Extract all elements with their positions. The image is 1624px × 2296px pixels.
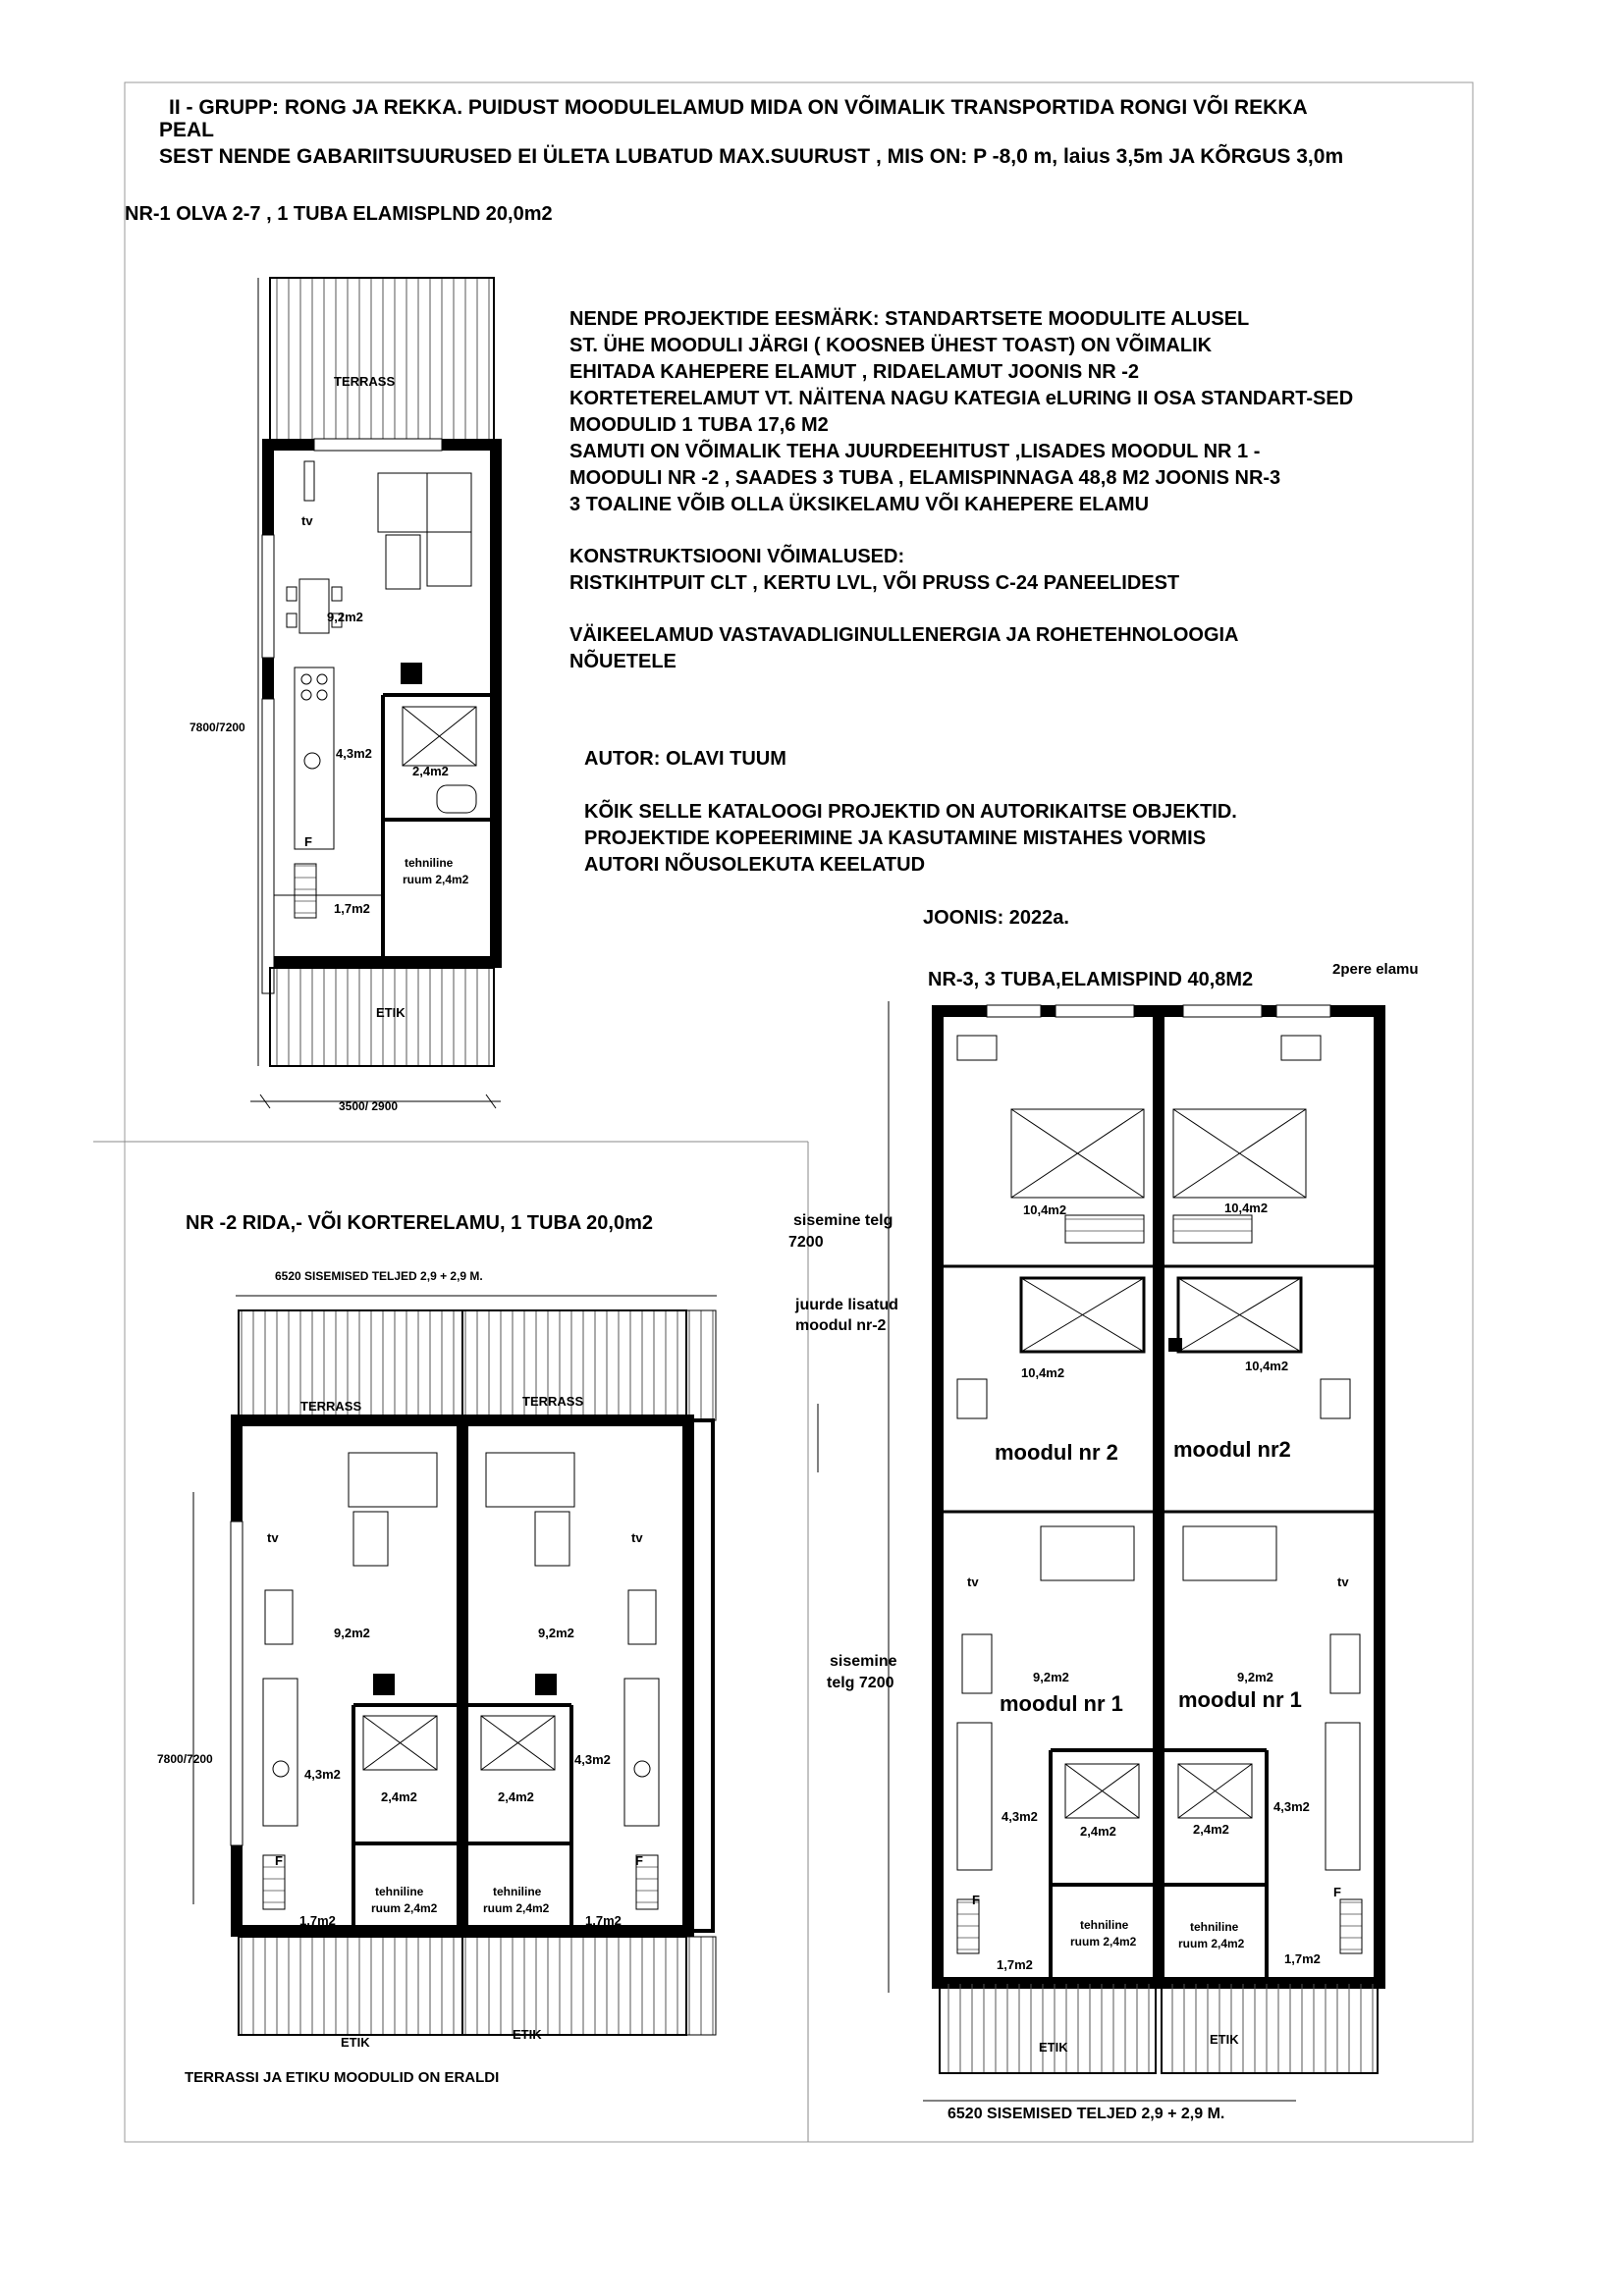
kitchen-area: 4,3m2 xyxy=(336,746,372,761)
porch-label-right: ETIK xyxy=(1210,2032,1239,2047)
header-line-1: II - GRUPP: RONG JA REKKA. PUIDUST MOODULELAMUD MIDA ON VÕIMALIK TRANSPORTIDA RONGI VÕI REKKA xyxy=(169,96,1308,119)
tv-label: tv xyxy=(301,513,313,528)
tech-room-line2: ruum 2,4m2 xyxy=(403,873,469,886)
fridge-label-right: F xyxy=(1333,1885,1341,1899)
plan2-footer: TERRASSI JA ETIKU MOODULID ON ERALDI xyxy=(185,2069,500,2086)
plan3-title: NR-3, 3 TUBA,ELAMISPIND 40,8M2 xyxy=(928,969,1254,990)
inner-axis-1-line2: 7200 xyxy=(788,1234,824,1251)
hall-area-left: 1,7m2 xyxy=(299,1913,336,1928)
energy-line-1: VÄIKEELAMUD VASTAVADLIGINULLENERGIA JA ROHETEHNOLOOGIA xyxy=(569,624,1239,646)
height-dimension: 7800/7200 xyxy=(189,721,245,734)
fridge-label: F xyxy=(304,834,312,849)
kitchen-area-left: 4,3m2 xyxy=(304,1767,341,1782)
living-area-left: 9,2m2 xyxy=(334,1626,370,1640)
inner-axis-2-line1: sisemine xyxy=(830,1653,897,1670)
bedroom-area-3: 10,4m2 xyxy=(1021,1365,1065,1380)
bath-area: 2,4m2 xyxy=(412,764,449,778)
added-module-line2: moodul nr-2 xyxy=(795,1317,887,1334)
inner-axis-1-line1: sisemine telg xyxy=(793,1212,893,1229)
desc-line-1: NENDE PROJEKTIDE EESMÄRK: STANDARTSETE MOODULITE ALUSEL xyxy=(569,308,1250,330)
desc-line-5: MOODULID 1 TUBA 17,6 M2 xyxy=(569,414,829,436)
desc-line-8: 3 TOALINE VÕIB OLLA ÜKSIKELAMU VÕI KAHEPERE ELAMU xyxy=(569,494,1150,515)
description-block xyxy=(569,306,1353,518)
header-line-3: SEST NENDE GABARIITSUURUSED EI ÜLETA LUBATUD MAX.SUURUST , MIS ON: P -8,0 m, laius 3,5m JA KÕRGUS 3,0m xyxy=(159,145,1344,168)
hall-area-right: 1,7m2 xyxy=(1284,1951,1321,1966)
bedroom-area-2: 10,4m2 xyxy=(1224,1201,1269,1215)
porch-label: ETIK xyxy=(376,1005,406,1020)
living-area-right: 9,2m2 xyxy=(538,1626,574,1640)
hall-area-left: 1,7m2 xyxy=(997,1957,1033,1972)
bath-area-left: 2,4m2 xyxy=(381,1789,417,1804)
terrace-label: TERRASS xyxy=(334,374,396,389)
module1-left-label: moodul nr 1 xyxy=(1000,1691,1123,1716)
copyright-line-2: PROJEKTIDE KOPEERIMINE JA KASUTAMINE MISTAHES VORMIS xyxy=(584,828,1207,849)
living-area-left: 9,2m2 xyxy=(1033,1670,1069,1684)
hall-area: 1,7m2 xyxy=(334,901,370,916)
tv-label-left: tv xyxy=(967,1575,979,1589)
fridge-label-right: F xyxy=(635,1853,643,1868)
desc-line-7: MOODULI NR -2 , SAADES 3 TUBA , ELAMISPINNAGA 48,8 M2 JOONIS NR-3 xyxy=(569,467,1281,489)
author: AUTOR: OLAVI TUUM xyxy=(584,748,786,770)
construction-title: KONSTRUKTSIOONI VÕIMALUSED: xyxy=(569,546,905,567)
plan3-subtitle: 2pere elamu xyxy=(1332,961,1419,978)
tech-room-line1: tehniline xyxy=(405,856,454,870)
porch-label-right: ETIK xyxy=(513,2027,542,2042)
plan-nr3 xyxy=(818,1001,1380,2101)
desc-line-6: SAMUTI ON VÕIMALIK TEHA JUURDEEHITUST ,LISADES MOODUL NR 1 - xyxy=(569,441,1261,462)
copyright-line-3: AUTORI NÕUSOLEKUTA KEELATUD xyxy=(584,854,926,876)
terrace-label-left: TERRASS xyxy=(300,1399,362,1414)
desc-line-2: ST. ÜHE MOODULI JÄRGI ( KOOSNEB ÜHEST TOAST) ON VÕIMALIK xyxy=(569,335,1213,356)
tv-label-right: tv xyxy=(1337,1575,1349,1589)
plan-nr2 xyxy=(157,1296,717,2050)
hall-area-right: 1,7m2 xyxy=(585,1913,622,1928)
fridge-label-left: F xyxy=(972,1893,980,1907)
construction-text: RISTKIHTPUIT CLT , KERTU LVL, VÕI PRUSS C-24 PANEELIDEST xyxy=(569,572,1180,594)
module1-right-label: moodul nr 1 xyxy=(1178,1687,1302,1712)
bedroom-area-1: 10,4m2 xyxy=(1023,1202,1067,1217)
tech-room-right-line2: ruum 2,4m2 xyxy=(483,1901,550,1915)
plan-nr1 xyxy=(189,278,501,1113)
energy-line-2: NÕUETELE xyxy=(569,651,677,672)
living-area: 9,2m2 xyxy=(327,610,363,624)
copyright-block xyxy=(584,799,1237,879)
plan2-axes: 6520 SISEMISED TELJED 2,9 + 2,9 M. xyxy=(275,1269,483,1283)
porch-label-left: ETIK xyxy=(1039,2040,1068,2055)
kitchen-area-right: 4,3m2 xyxy=(574,1752,611,1767)
inner-axis-2-line2: telg 7200 xyxy=(827,1675,894,1691)
module2-left-label: moodul nr 2 xyxy=(995,1440,1118,1465)
tech-room-right-line1: tehniline xyxy=(493,1885,542,1898)
porch-label-left: ETIK xyxy=(341,2035,370,2050)
tv-label-right: tv xyxy=(631,1530,643,1545)
construction-block xyxy=(569,544,1179,597)
terrace-label-right: TERRASS xyxy=(522,1394,584,1409)
tech-room-left-line1: tehniline xyxy=(1080,1918,1129,1932)
copyright-line-1: KÕIK SELLE KATALOOGI PROJEKTID ON AUTORIKAITSE OBJEKTID. xyxy=(584,801,1237,823)
desc-line-4: KORTETERELAMUT VT. NÄITENA NAGU KATEGIA eLURING II OSA STANDART-SED xyxy=(569,388,1354,409)
tech-room-right-line2: ruum 2,4m2 xyxy=(1178,1937,1245,1950)
terrace-deck xyxy=(270,278,494,445)
tech-room-right-line1: tehniline xyxy=(1190,1920,1239,1934)
living-area-right: 9,2m2 xyxy=(1237,1670,1273,1684)
height-dimension: 7800/7200 xyxy=(157,1752,213,1766)
header-line-2: PEAL xyxy=(159,119,215,141)
tech-room-left-line1: tehniline xyxy=(375,1885,424,1898)
desc-line-3: EHITADA KAHEPERE ELAMUT , RIDAELAMUT JOONIS NR -2 xyxy=(569,361,1140,383)
kitchen-area-left: 4,3m2 xyxy=(1001,1809,1038,1824)
kitchen-area-right: 4,3m2 xyxy=(1273,1799,1310,1814)
width-dimension: 3500/ 2900 xyxy=(339,1099,399,1113)
plan1-title: NR-1 OLVA 2-7 , 1 TUBA ELAMISPLND 20,0m2 xyxy=(125,203,553,225)
added-module-line1: juurde lisatud xyxy=(795,1297,898,1313)
bedroom-area-4: 10,4m2 xyxy=(1245,1359,1289,1373)
energy-block xyxy=(569,622,1239,675)
fridge-label-left: F xyxy=(275,1853,283,1868)
plan3-axes: 6520 SISEMISED TELJED 2,9 + 2,9 M. xyxy=(947,2106,1225,2122)
bath-area-right: 2,4m2 xyxy=(498,1789,534,1804)
bath-area-left: 2,4m2 xyxy=(1080,1824,1116,1839)
tech-room-left-line2: ruum 2,4m2 xyxy=(1070,1935,1137,1949)
plan2-title: NR -2 RIDA,- VÕI KORTERELAMU, 1 TUBA 20,0m2 xyxy=(186,1212,653,1234)
bath-area-right: 2,4m2 xyxy=(1193,1822,1229,1837)
drawing-year: JOONIS: 2022a. xyxy=(923,907,1069,929)
module2-right-label: moodul nr2 xyxy=(1173,1437,1291,1462)
tv-label-left: tv xyxy=(267,1530,279,1545)
tech-room-left-line2: ruum 2,4m2 xyxy=(371,1901,438,1915)
